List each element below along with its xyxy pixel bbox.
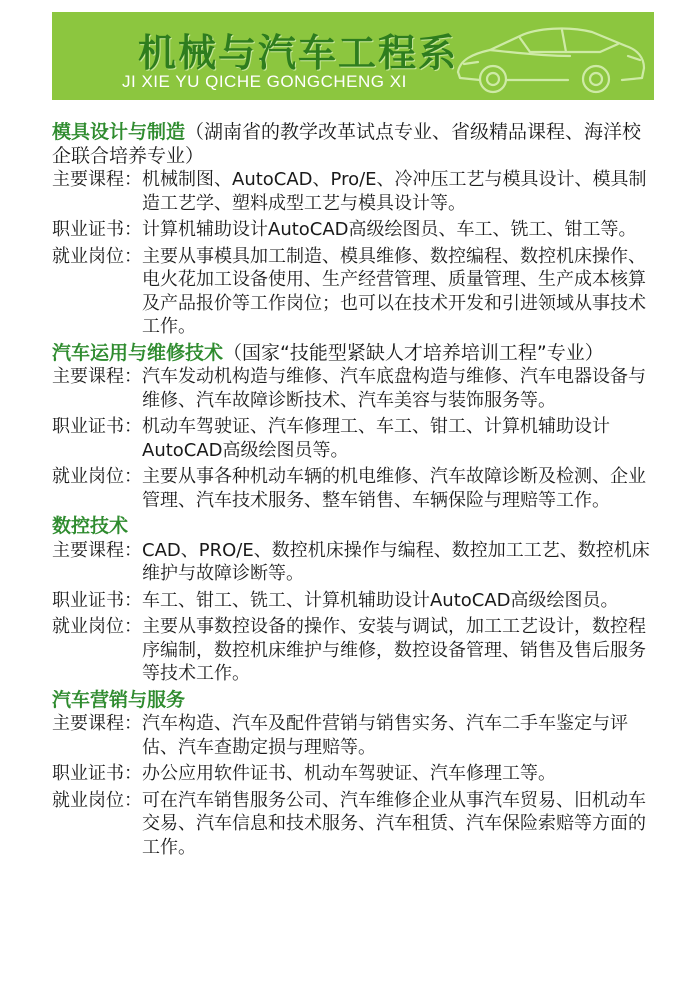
row-label: 就业岗位： bbox=[52, 245, 142, 267]
row-text: 可在汽车销售服务公司、汽车维修企业从事汽车贸易、旧机动车交易、汽车信息和技术服务、汽车租赁、汽车保险索赔等方面的工作。 bbox=[142, 789, 646, 858]
major-name: 数控技术 bbox=[52, 515, 129, 537]
row-text: 机械制图、AutoCAD、Pro/E、冷冲压工艺与模具设计、模具制造工艺学、塑料成型工艺与模具设计等。 bbox=[142, 169, 647, 214]
major-row bbox=[52, 465, 656, 512]
row-label: 就业岗位： bbox=[52, 616, 142, 637]
row-text: 汽车发动机构造与维修、汽车底盘构造与维修、汽车电器设备与维修、汽车故障诊断技术、汽车美容与装饰服务等。 bbox=[142, 366, 646, 411]
major-name: 汽车运用与维修技术 bbox=[52, 341, 224, 364]
major-note: （国家“技能型紧缺人才培养培训工程”专业） bbox=[223, 341, 604, 364]
major-heading bbox=[52, 342, 656, 366]
row-text: 办公应用软件证书、机动车驾驶证、汽车修理工等。 bbox=[142, 763, 556, 784]
major-section bbox=[52, 515, 656, 686]
row-text: 主要从事各种机动车辆的机电维修、汽车故障诊断及检测、企业管理、汽车技术服务、整车销售、车辆保险与理赔等工作。 bbox=[142, 466, 646, 511]
row-text: 主要从事模具加工制造、模具维修、数控编程、数控机床操作、电火花加工设备使用、生产经营管理、质量管理、生产成本核算及产品报价等工作岗位；也可以在技术开发和引进领域从事技术工作。 bbox=[142, 245, 646, 337]
row-label: 职业证书： bbox=[52, 219, 142, 240]
row-text: 主要从事数控设备的操作、安装与调试，加工工艺设计，数控程序编制，数控机床维护与维修，数控设备管理、销售及售后服务等技术工作。 bbox=[142, 616, 646, 684]
major-row bbox=[52, 589, 656, 613]
major-name: 汽车营销与服务 bbox=[52, 688, 186, 711]
major-row bbox=[52, 615, 656, 686]
major-row bbox=[52, 762, 656, 786]
car-icon bbox=[450, 16, 650, 100]
row-label: 职业证书： bbox=[52, 589, 142, 611]
row-label: 主要课程： bbox=[52, 366, 142, 387]
major-row bbox=[52, 712, 656, 759]
major-heading bbox=[52, 515, 656, 539]
row-label: 职业证书： bbox=[52, 416, 142, 437]
major-heading bbox=[52, 689, 656, 713]
majors-list bbox=[52, 121, 656, 862]
department-banner bbox=[52, 12, 654, 100]
major-row bbox=[52, 365, 656, 412]
department-pinyin: JI XIE YU QICHE GONGCHENG XI bbox=[122, 72, 407, 91]
major-row bbox=[52, 245, 656, 339]
row-text: 汽车构造、汽车及配件营销与销售实务、汽车二手车鉴定与评估、汽车查勘定损与理赔等。 bbox=[142, 713, 628, 758]
major-row bbox=[52, 789, 656, 860]
major-heading bbox=[52, 121, 656, 168]
major-section bbox=[52, 121, 656, 339]
major-section bbox=[52, 342, 656, 513]
row-label: 职业证书： bbox=[52, 763, 142, 784]
major-row bbox=[52, 539, 656, 586]
row-label: 主要课程： bbox=[52, 169, 142, 190]
row-text: 计算机辅助设计AutoCAD高级绘图员、车工、铣工、钳工等。 bbox=[142, 219, 637, 240]
row-text: 机动车驾驶证、汽车修理工、车工、钳工、计算机辅助设计AutoCAD高级绘图员等。 bbox=[142, 416, 610, 461]
major-row bbox=[52, 218, 656, 242]
major-note: （湖南省的教学改革试点专业、省级精品课程、海洋校企联合培养专业） bbox=[52, 121, 642, 167]
row-text: CAD、PRO/E、数控机床操作与编程、数控加工工艺、数控机床维护与故障诊断等。 bbox=[142, 539, 650, 584]
major-row bbox=[52, 415, 656, 462]
major-section bbox=[52, 689, 656, 860]
row-label: 主要课程： bbox=[52, 539, 142, 561]
department-title: 机械与汽车工程系 bbox=[138, 31, 459, 75]
row-label: 就业岗位： bbox=[52, 466, 142, 487]
row-text: 车工、钳工、铣工、计算机辅助设计AutoCAD高级绘图员。 bbox=[142, 589, 619, 611]
row-label: 主要课程： bbox=[52, 713, 142, 734]
major-name: 模具设计与制造 bbox=[52, 121, 186, 143]
row-label: 就业岗位： bbox=[52, 789, 142, 811]
major-row bbox=[52, 168, 656, 215]
